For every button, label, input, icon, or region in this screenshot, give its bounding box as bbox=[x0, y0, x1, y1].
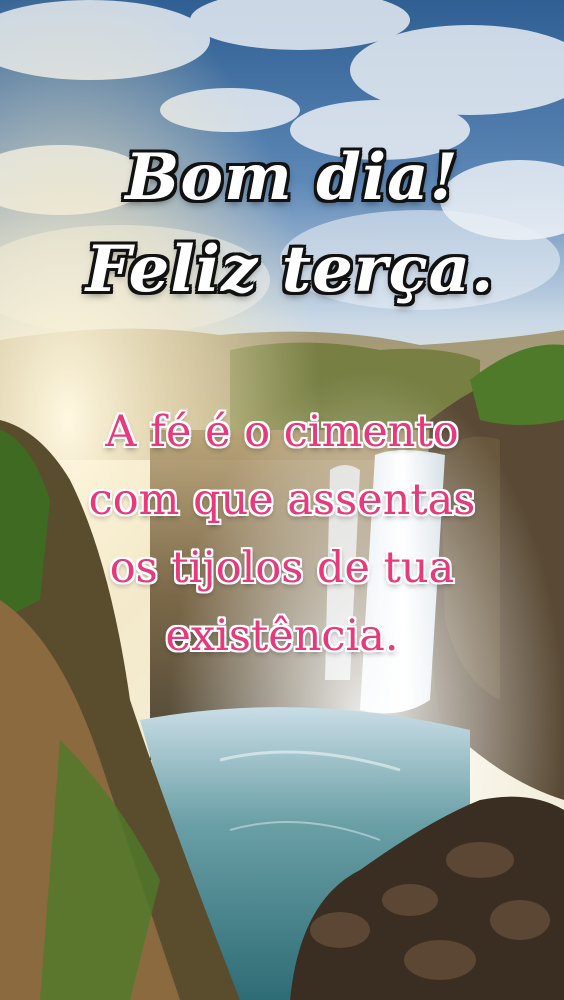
quote-line: com que assentas bbox=[88, 475, 476, 525]
quote-line: os tijolos de tua bbox=[109, 543, 455, 593]
quote-line: A fé é o cimento bbox=[105, 407, 459, 457]
greeting-line-2: Feliz terça. bbox=[85, 232, 495, 307]
greeting-line-1: Bom dia! bbox=[125, 140, 459, 215]
quote-text bbox=[30, 398, 534, 670]
quote-line: existência. bbox=[165, 611, 399, 661]
